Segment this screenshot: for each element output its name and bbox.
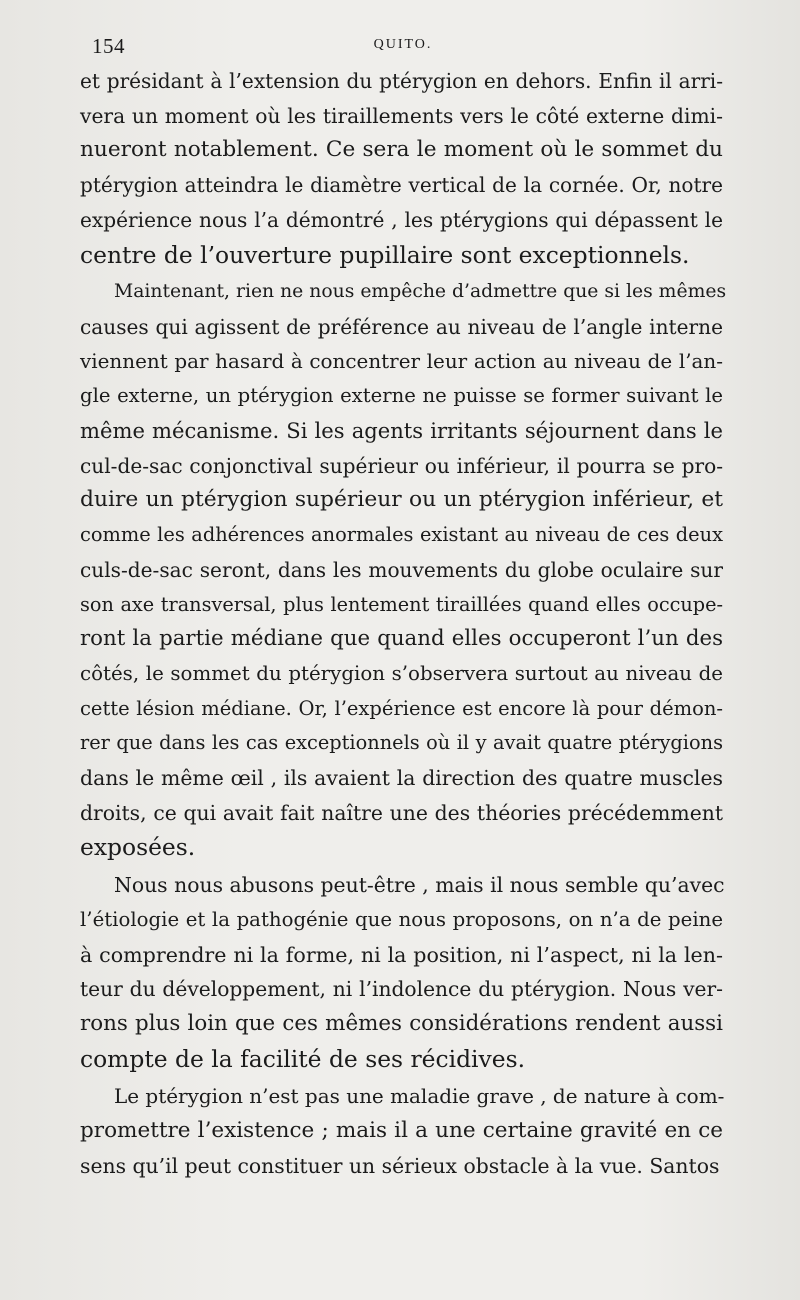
text-line: vera un moment où les tiraillements vers le côté externe dimi-	[80, 103, 723, 128]
text-line: comme les adhérences anormales existant au niveau de ces deux	[80, 523, 723, 547]
page-header	[86, 34, 720, 56]
text-line: culs-de-sac seront, dans les mouvements du globe oculaire sur	[80, 557, 723, 582]
page-number: 154	[92, 34, 125, 58]
paragraph	[80, 275, 727, 865]
text-line: causes qui agissent de préférence au niveau de l’angle interne	[80, 314, 723, 339]
paragraph	[80, 868, 723, 1076]
text-line: nueront notablement. Ce sera le moment où le sommet du	[80, 137, 723, 163]
text-line: viennent par hasard à concentrer leur action au niveau de l’an-	[80, 349, 723, 373]
paragraph	[80, 64, 723, 272]
text-line: droits, ce qui avait fait naître une des théories précédemment	[80, 800, 723, 825]
text-line: à comprendre ni la forme, ni la position, ni l’aspect, ni la len-	[80, 942, 723, 967]
paragraph	[80, 1079, 723, 1183]
text-line: Le ptérygion n’est pas une maladie grave , de nature à com-	[114, 1084, 725, 1109]
text-line: l’étiologie et la pathogénie que nous proposons, on n’a de peine	[80, 907, 723, 931]
running-title: QUITO.	[373, 37, 433, 52]
text-line: ptérygion atteindra le diamètre vertical de la cornée. Or, notre	[80, 173, 723, 198]
text-line: rons plus loin que ces mêmes considérations rendent aussi	[80, 1010, 723, 1036]
text-line: rer que dans les cas exceptionnels où il y avait quatre ptérygions	[80, 731, 723, 755]
text-line: dans le même œil , ils avaient la direction des quatre muscles	[80, 766, 723, 791]
text-line: ront la partie médiane que quand elles occuperont l’un des	[80, 626, 723, 652]
text-line: centre de l’ouverture pupillaire sont exceptionnels.	[80, 240, 690, 269]
text-line: cul-de-sac conjonctival supérieur ou inférieur, il pourra se pro-	[80, 453, 723, 478]
text-line: sens qu’il peut constituer un sérieux obstacle à la vue. Santos	[80, 1153, 720, 1178]
text-line: même mécanisme. Si les agents irritants séjournent dans le	[80, 418, 723, 444]
text-line: exposées.	[80, 833, 196, 862]
text-line: promettre l’existence ; mais il a une certaine gravité en ce	[80, 1118, 723, 1144]
text-line: côtés, le sommet du ptérygion s’observera surtout au niveau de	[80, 661, 723, 685]
text-line: expérience nous l’a démontré , les ptérygions qui dépassent le	[80, 207, 723, 232]
text-line: duire un ptérygion supérieur ou un ptérygion inférieur, et	[80, 487, 723, 513]
text-line: cette lésion médiane. Or, l’expérience est encore là pour démon-	[80, 696, 723, 720]
text-line: gle externe, un ptérygion externe ne puisse se former suivant le	[80, 384, 723, 408]
text-line: et présidant à l’extension du ptérygion en dehors. Enfin il arri-	[80, 69, 723, 93]
body-text	[80, 64, 727, 1184]
text-line: compte de la facilité de ses récidives.	[80, 1044, 526, 1073]
text-line: Maintenant, rien ne nous empêche d’admettre que si les mêmes	[114, 281, 727, 303]
text-line: son axe transversal, plus lentement tiraillées quand elles occupe-	[80, 592, 723, 616]
text-line: Nous nous abusons peut-être , mais il nous semble qu’avec	[114, 873, 725, 898]
text-line: teur du développement, ni l’indolence du ptérygion. Nous ver-	[80, 977, 723, 1002]
